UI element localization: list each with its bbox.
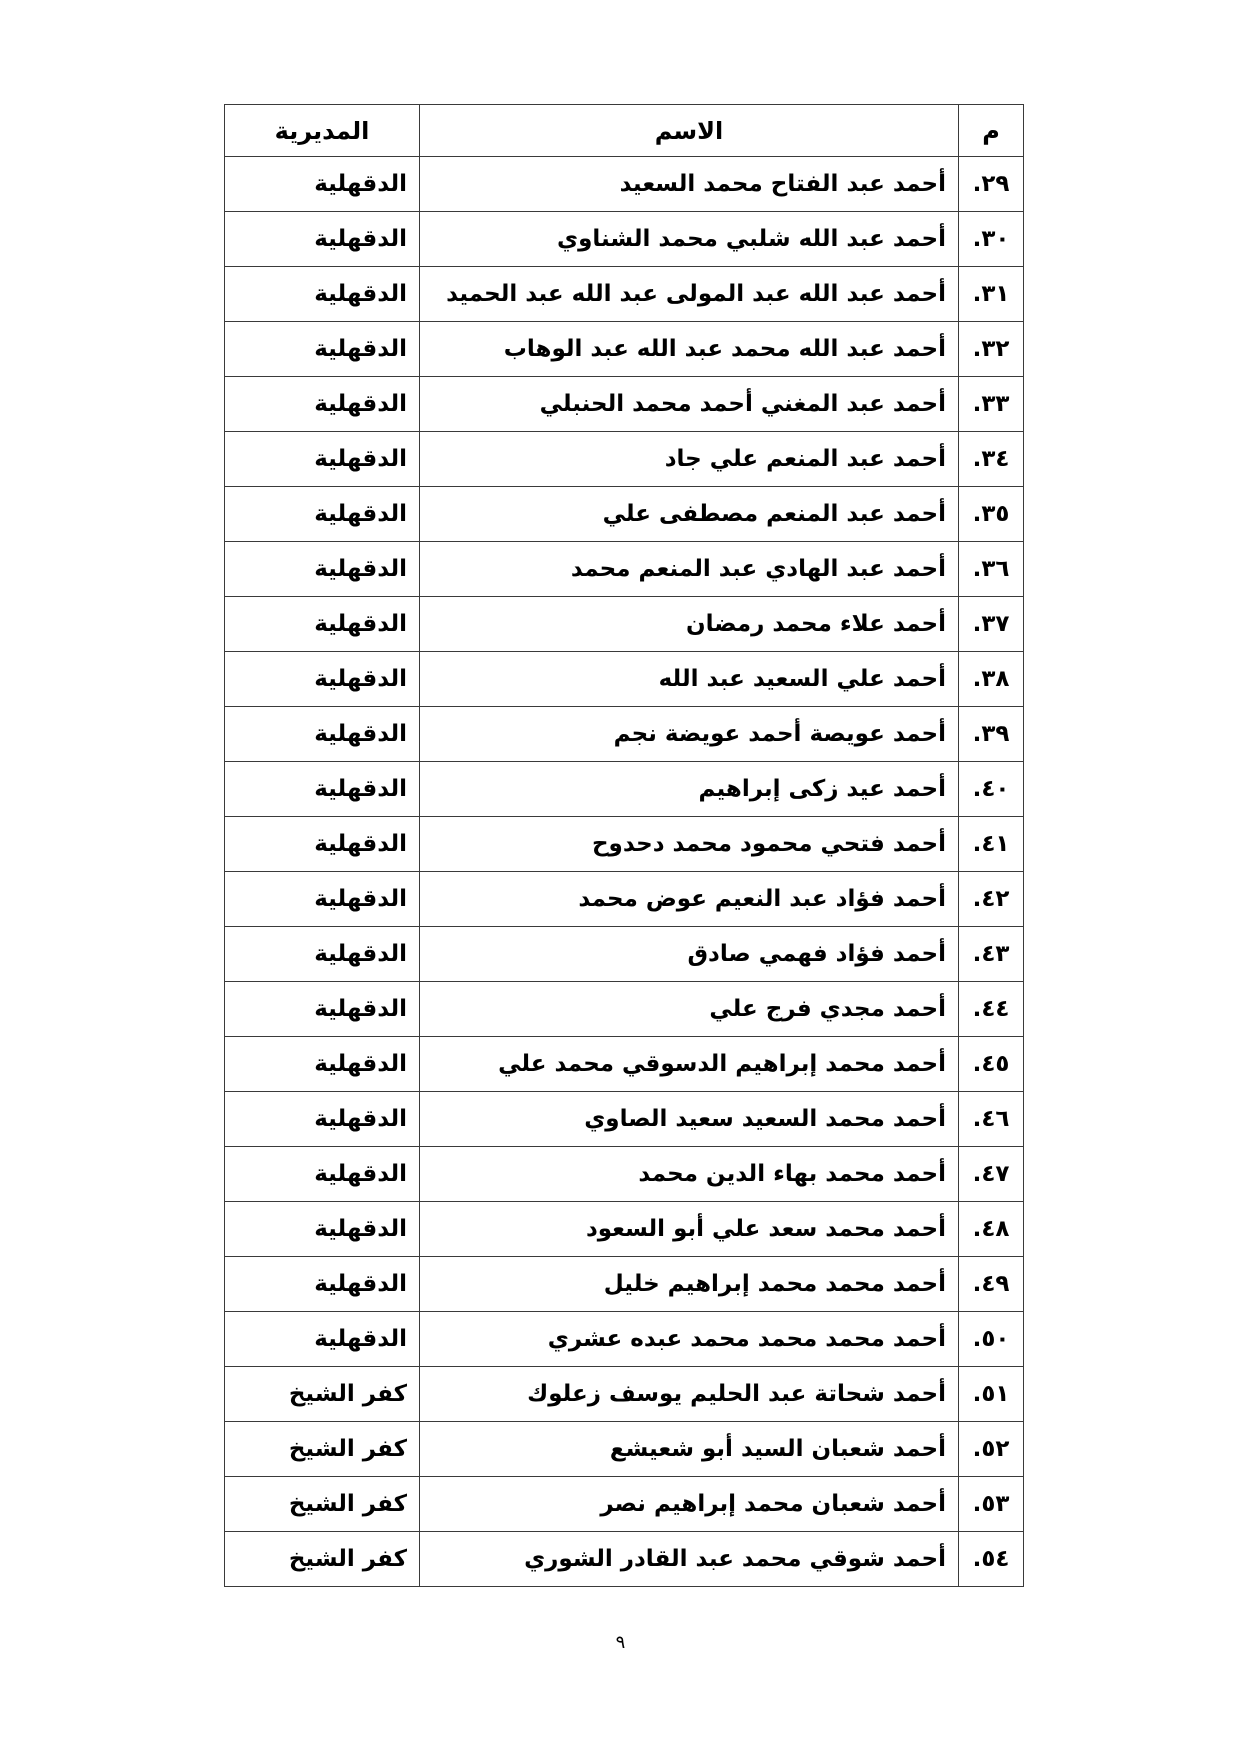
row-name: أحمد علي السعيد عبد الله — [420, 652, 959, 707]
table-row — [225, 982, 1024, 1037]
row-number: ٣٨. — [959, 652, 1024, 707]
row-directorate: الدقهلية — [225, 487, 420, 542]
table-row — [225, 1037, 1024, 1092]
table-row — [225, 817, 1024, 872]
table-row — [225, 707, 1024, 762]
row-name: أحمد محمد إبراهيم الدسوقي محمد علي — [420, 1037, 959, 1092]
row-name: أحمد محمد محمد محمد عبده عشري — [420, 1312, 959, 1367]
row-number: ٥١. — [959, 1367, 1024, 1422]
table-row — [225, 927, 1024, 982]
header-directorate: المديرية — [225, 105, 420, 157]
row-name: أحمد شعبان السيد أبو شعيشع — [420, 1422, 959, 1477]
page-number: ٩ — [615, 1632, 626, 1653]
row-directorate: الدقهلية — [225, 267, 420, 322]
table-row — [225, 267, 1024, 322]
table-row — [225, 1312, 1024, 1367]
row-name: أحمد شحاتة عبد الحليم يوسف زعلوك — [420, 1367, 959, 1422]
row-name: أحمد شعبان محمد إبراهيم نصر — [420, 1477, 959, 1532]
row-directorate: الدقهلية — [225, 762, 420, 817]
table-row — [225, 542, 1024, 597]
row-directorate: كفر الشيخ — [225, 1422, 420, 1477]
row-directorate: كفر الشيخ — [225, 1477, 420, 1532]
row-directorate: الدقهلية — [225, 377, 420, 432]
row-directorate: كفر الشيخ — [225, 1532, 420, 1587]
row-directorate: الدقهلية — [225, 542, 420, 597]
table-body — [225, 157, 1024, 1587]
row-name: أحمد فؤاد عبد النعيم عوض محمد — [420, 872, 959, 927]
row-directorate: الدقهلية — [225, 157, 420, 212]
row-number: ٣٥. — [959, 487, 1024, 542]
table-row — [225, 1367, 1024, 1422]
row-number: ٣٣. — [959, 377, 1024, 432]
row-name: أحمد عويصة أحمد عويضة نجم — [420, 707, 959, 762]
row-directorate: الدقهلية — [225, 652, 420, 707]
row-directorate: الدقهلية — [225, 322, 420, 377]
row-directorate: الدقهلية — [225, 1257, 420, 1312]
row-name: أحمد عبد الفتاح محمد السعيد — [420, 157, 959, 212]
names-table — [224, 104, 1024, 1587]
row-directorate: الدقهلية — [225, 817, 420, 872]
row-name: أحمد عبد الله محمد عبد الله عبد الوهاب — [420, 322, 959, 377]
row-directorate: الدقهلية — [225, 707, 420, 762]
row-name: أحمد شوقي محمد عبد القادر الشوري — [420, 1532, 959, 1587]
header-number: م — [959, 105, 1024, 157]
row-name: أحمد محمد سعد علي أبو السعود — [420, 1202, 959, 1257]
row-number: ٥٢. — [959, 1422, 1024, 1477]
row-name: أحمد محمد محمد إبراهيم خليل — [420, 1257, 959, 1312]
row-name: أحمد عبد المنعم مصطفى علي — [420, 487, 959, 542]
row-number: ٣١. — [959, 267, 1024, 322]
row-number: ٣٠. — [959, 212, 1024, 267]
row-directorate: الدقهلية — [225, 1037, 420, 1092]
row-name: أحمد محمد السعيد سعيد الصاوي — [420, 1092, 959, 1147]
table-row — [225, 1257, 1024, 1312]
row-number: ٤٧. — [959, 1147, 1024, 1202]
table-row — [225, 1092, 1024, 1147]
row-number: ٤٤. — [959, 982, 1024, 1037]
table-row — [225, 762, 1024, 817]
table-row — [225, 872, 1024, 927]
table-row — [225, 1532, 1024, 1587]
row-directorate: الدقهلية — [225, 597, 420, 652]
row-number: ٤١. — [959, 817, 1024, 872]
row-number: ٤٨. — [959, 1202, 1024, 1257]
row-name: أحمد عيد زكى إبراهيم — [420, 762, 959, 817]
row-name: أحمد عبد الهادي عبد المنعم محمد — [420, 542, 959, 597]
row-name: أحمد عبد الله عبد المولى عبد الله عبد الحميد — [420, 267, 959, 322]
row-number: ٤٠. — [959, 762, 1024, 817]
row-name: أحمد عبد الله شلبي محمد الشناوي — [420, 212, 959, 267]
row-name: أحمد مجدي فرج علي — [420, 982, 959, 1037]
row-directorate: الدقهلية — [225, 872, 420, 927]
row-name: أحمد محمد بهاء الدين محمد — [420, 1147, 959, 1202]
row-name: أحمد علاء محمد رمضان — [420, 597, 959, 652]
row-number: ٤٩. — [959, 1257, 1024, 1312]
row-name: أحمد عبد المغني أحمد محمد الحنبلي — [420, 377, 959, 432]
table-row — [225, 1147, 1024, 1202]
row-name: أحمد فتحي محمود محمد دحدوح — [420, 817, 959, 872]
table-header-row — [225, 105, 1024, 157]
table-row — [225, 157, 1024, 212]
row-number: ٤٥. — [959, 1037, 1024, 1092]
row-number: ٥٤. — [959, 1532, 1024, 1587]
row-directorate: الدقهلية — [225, 927, 420, 982]
table-row — [225, 652, 1024, 707]
row-number: ٥٣. — [959, 1477, 1024, 1532]
row-number: ٤٢. — [959, 872, 1024, 927]
row-directorate: الدقهلية — [225, 982, 420, 1037]
row-number: ٥٠. — [959, 1312, 1024, 1367]
table-row — [225, 487, 1024, 542]
row-directorate: الدقهلية — [225, 1312, 420, 1367]
table-row — [225, 377, 1024, 432]
row-directorate: الدقهلية — [225, 1147, 420, 1202]
table-row — [225, 597, 1024, 652]
row-number: ٣٦. — [959, 542, 1024, 597]
table-row — [225, 1202, 1024, 1257]
row-number: ٣٤. — [959, 432, 1024, 487]
table-row — [225, 1422, 1024, 1477]
row-number: ٣٧. — [959, 597, 1024, 652]
row-name: أحمد عبد المنعم علي جاد — [420, 432, 959, 487]
row-number: ٣٢. — [959, 322, 1024, 377]
table-row — [225, 322, 1024, 377]
row-directorate: الدقهلية — [225, 432, 420, 487]
table-row — [225, 432, 1024, 487]
row-number: ٤٣. — [959, 927, 1024, 982]
row-number: ٤٦. — [959, 1092, 1024, 1147]
table-row — [225, 212, 1024, 267]
table-row — [225, 1477, 1024, 1532]
row-directorate: كفر الشيخ — [225, 1367, 420, 1422]
row-directorate: الدقهلية — [225, 1092, 420, 1147]
row-number: ٢٩. — [959, 157, 1024, 212]
row-directorate: الدقهلية — [225, 212, 420, 267]
row-name: أحمد فؤاد فهمي صادق — [420, 927, 959, 982]
header-name: الاسم — [420, 105, 959, 157]
row-number: ٣٩. — [959, 707, 1024, 762]
row-directorate: الدقهلية — [225, 1202, 420, 1257]
